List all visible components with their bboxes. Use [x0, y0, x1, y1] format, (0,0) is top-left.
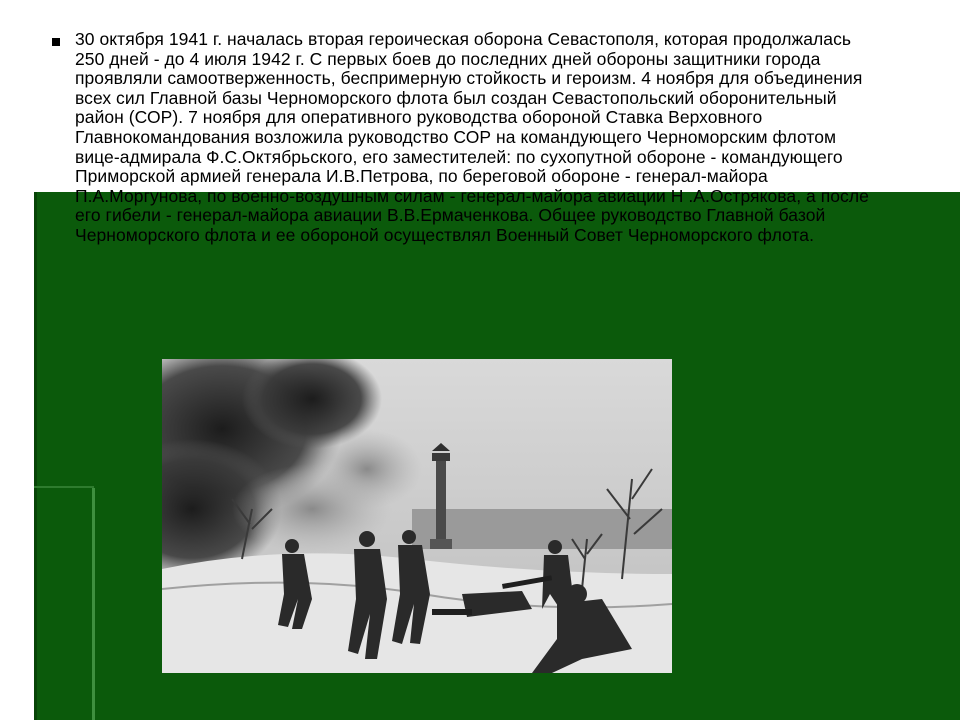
war-photograph [162, 359, 672, 673]
battle-scene-illustration [162, 359, 672, 673]
main-paragraph: 30 октября 1941 г. началась вторая героическая оборона Севастополя, которая продолжалась 250 дней - до 4 июля 1942 г. С первых боев до последних дней обороны защитники города проявляли самоотверженность, беспримерную стойкость и героизм. 4 ноября для объединения всех сил Главной базы Черноморского флота был создан Севастопольский оборонительный район (СОР). 7 ноября для оперативного руководства обороной Ставка Верховного Главнокомандования возложила руководство СОР на командующего Черноморским флотом вице-адмирала Ф.С.Октябрьского, его заместителей: по сухопутной обороне - командующего Приморской армией генерала И.В.Петрова, по береговой обороне - генерал-майора П.А.Моргунова, по военно-воздушным силам - генерал-майора авиации Н .А.Острякова, а после его гибели - генерал-майора авиации В.В.Ермаченкова. Общее руководство Главной базой Черноморского флота и ее обороной осуществлял Военный Совет Черноморского флота. [75, 29, 869, 245]
panel-accent-line [34, 486, 94, 488]
text-block [52, 30, 872, 246]
panel-accent-stripe [92, 488, 95, 720]
square-bullet-icon [52, 38, 60, 46]
panel-edge-stripe [34, 192, 37, 720]
